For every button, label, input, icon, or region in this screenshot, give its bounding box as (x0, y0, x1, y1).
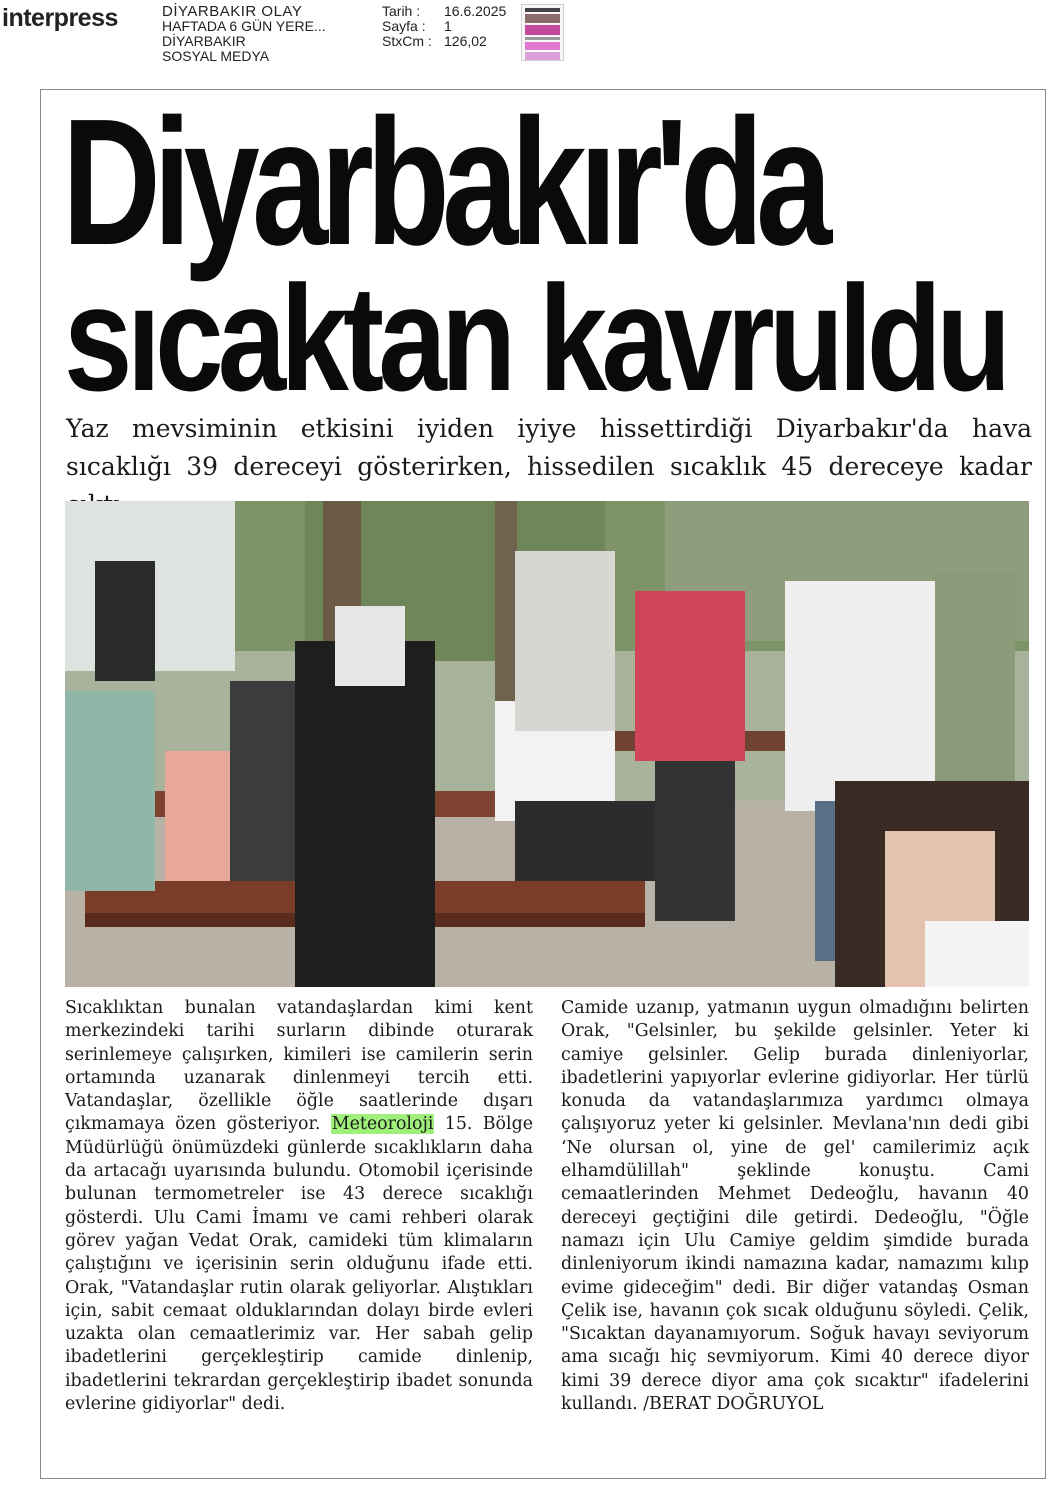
meta-row-stxcm (382, 34, 506, 49)
headline-line-1: Diyarbakır'da (62, 82, 825, 283)
street-crowd-image (65, 501, 1029, 987)
article-body-left (65, 997, 533, 1416)
highlighted-keyword: Meteoroloji (331, 1114, 434, 1135)
meta-row-page (382, 19, 506, 34)
clipping-meta (382, 4, 506, 49)
logo-text: interpress (2, 4, 118, 32)
body-paragraph-right: Camide uzanıp, yatmanın uygun olmadığını belirten Orak, "Gelsinler, bu şekilde gelsinler. Yeter ki camiye gelsinler. Gelip burada dinleniyorlar, ibadetlerini yapıyorlar evlerine gidiyorlar. Her türlü konuda da vatandaşlarımıza yardımcı olmaya çalışıyoruz yeter ki gelsinler. Mevlana'nın dedi gibi ‘Ne olursan ol, yine de gel' camilerimiz açık elhamdülillah" şeklinde konuştu. Cami cemaatlerinden Mehmet Dedeoğlu, havanın 40 dereceyi geçtiğini dile getirdi. Dedeoğlu, "Öğle namazı için Ulu Camiye geldim şimdide burada dinleniyorum ikindi namazına kadar, namazımı kılıp evime gideceğim" dedi. Bir diğer vatandaş Osman Çelik ise, havanın çok sıcak olduğunu söyledi. Çelik, "Sıcaktan dayanamıyorum. Soğuk havayı seviyorum ama sıcağı hiç sevmiyorum. Kimi 40 derece diyor kimi 39 derece diyor ama çok sıcaktır" ifadelerini kullandı. /BERAT DOĞRUYOL (561, 998, 1029, 1415)
meta-key: Tarih : (382, 3, 421, 19)
meta-value: 1 (444, 18, 452, 34)
meta-row-date (382, 4, 506, 19)
body-text: Sıcaklıktan bunalan vatandaşlardan kimi kent merkezindeki tarihi surların dibinde oturarak serinlemeye çalışırken, kimileri ise camilerin serin ortamında uzanarak dinlenmeyi tercih etti. Vatandaşlar, özellikle öğle saatlerinde dışarı çıkmamaya özen gösteriyor. (65, 998, 533, 1135)
body-paragraph-left (65, 997, 533, 1416)
meta-key: StxCm : (382, 33, 432, 49)
publication-city: DİYARBAKIR (162, 33, 246, 49)
article-deck: Yaz mevsiminin etkisini iyiden iyiye hissettirdiği Diyarbakır'da hava sıcaklığı 39 dereceyi gösterirken, hissedilen sıcaklık 45 dereceye kadar (66, 414, 1032, 481)
headline-line-2: sıcaktan kavruldu (64, 254, 1006, 422)
publication-frequency: HAFTADA 6 GÜN YERE... (162, 18, 326, 34)
article-body-right (561, 997, 1029, 1416)
publication-category: SOSYAL MEDYA (162, 48, 270, 64)
page-thumbnail[interactable] (521, 4, 564, 61)
publication-name: DİYARBAKIR OLAY (162, 3, 303, 20)
interpress-logo (2, 4, 118, 33)
meta-value: 126,02 (444, 33, 487, 49)
publication-info (162, 4, 326, 64)
meta-key: Sayfa : (382, 18, 426, 34)
body-text: 15. Bölge Müdürlüğü önümüzdeki günlerde sıcaklıkların daha da artacağı uyarısında bulundu. Otomobil içerisinde bulunan termometreler ise 43 derece sıcaklığı gösterdi. Ulu Cami İmamı ve cami rehberi olarak görev yağan Vedat Orak, camideki tüm klimaların çalıştığını ve içerisinin serin olduğunu ifade etti. Orak, "Vatandaşlar rutin olarak geliyorlar. Alıştıkları için, sabit cemaat olduklarından dolayı birde evleri uzakta olan cemaatlerimiz var. Her sabah gelip ibadetlerini gerçekleştirip camide dinlenip, ibadetlerini tekrardan gerçekleştirip ibadet sonunda evlerine gidiyorlar" dedi. (65, 1114, 533, 1415)
meta-value: 16.6.2025 (444, 3, 507, 19)
article-photo (65, 501, 1029, 987)
